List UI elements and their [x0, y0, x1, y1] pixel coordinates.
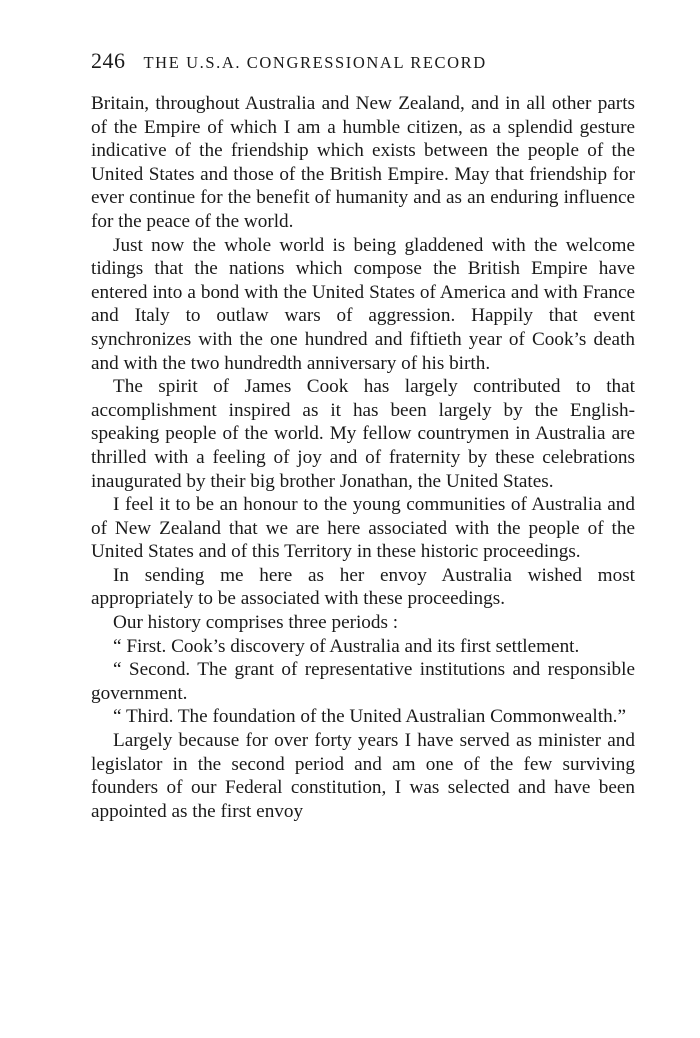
body-text	[91, 92, 635, 823]
book-page	[91, 48, 635, 823]
paragraph-3: The spirit of James Cook has largely contributed to that accomplishment inspired as it has been largely by the English-speaking people of the world. My fellow countrymen in Australia are thrilled with a feeling of joy and of fraternity by these celebrations inaugurated by their big brother Jonathan, the United States.	[91, 376, 635, 492]
running-title: THE U.S.A. CONGRESSIONAL RECORD	[143, 53, 487, 72]
paragraph-5: In sending me here as her envoy Australia wished most appropriately to be associated with these proceedings.	[91, 564, 635, 610]
paragraph-7: “ First. Cook’s discovery of Australia and its first settlement.	[113, 635, 580, 657]
paragraph-4: I feel it to be an honour to the young communities of Australia and of New Zealand that we are here associated with the people of the United States and of this Territory in these historic proceedings.	[91, 494, 635, 563]
running-head	[91, 48, 635, 76]
paragraph-6: Our history comprises three periods :	[113, 612, 399, 634]
paragraph-10: Largely because for over forty years I have served as minister and legislator in the second period and am one of the few surviving founders of our Federal constitution, I was selected and have been appointed as the first envoy	[91, 730, 635, 822]
paragraph-2: Just now the whole world is being gladdened with the welcome tidings that the nations which compose the British Empire have entered into a bond with the United States of America and with France and Italy to outlaw wars of aggression. Happily that event synchronizes with the one hundred and fiftieth year of Cook’s death and with the two hundredth anniversary of his birth.	[91, 234, 635, 374]
paragraph-1: Britain, throughout Australia and New Zealand, and in all other parts of the Empire of which I am a humble citizen, as a splendid gesture indicative of the friendship which exists between the people of the United States and those of the British Empire. May that friendship for ever continue for the benefit of humanity and as an enduring influence for the peace of the world.	[91, 93, 635, 232]
page-number: 246	[91, 48, 126, 73]
paragraph-8: “ Second. The grant of representative institutions and responsible government.	[91, 659, 635, 704]
paragraph-9: “ Third. The foundation of the United Australian Commonwealth.”	[113, 706, 626, 728]
